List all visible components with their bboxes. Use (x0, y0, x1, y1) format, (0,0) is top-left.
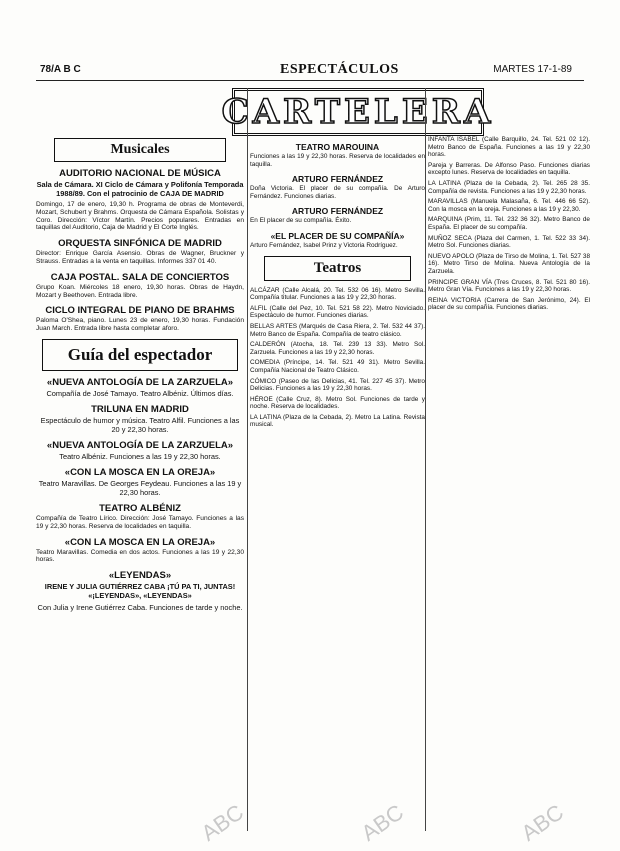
guide-title: «LEYENDAS» (108, 570, 172, 582)
column-divider (247, 88, 248, 831)
guide-title: «CON LA MOSCA EN LA OREJA» (64, 536, 216, 548)
watermark: ABC (516, 799, 569, 846)
guide-subtitle: IRENE Y JULIA GUTIÉRREZ CABA ¡TÚ PA TI, JUNTAS! «¡LEYENDAS», «LEYENDAS» (44, 582, 236, 601)
header-rule (36, 80, 584, 81)
theatre-listing: ALFIL (Calle del Pez, 10. Tel. 521 58 22). Metro Noviciado. Espectáculo de humor. Funciones diarias. (250, 304, 425, 320)
page-header (0, 62, 620, 82)
section-title: ESPECTÁCULOS (280, 62, 399, 77)
guide-title: «CON LA MOSCA EN LA OREJA» (64, 466, 216, 478)
theatre-listing: MUÑOZ SECA (Plaza del Carmen, 1. Tel. 522 33 34). Metro Sol. Funciones diarias. (428, 234, 590, 250)
guide-title: TRILUNA EN MADRID (91, 403, 189, 415)
cartelera-banner (221, 88, 495, 136)
theatre-listing: COMEDIA (Príncipe, 14. Tel. 521 49 31). Metro Sevilla. Compañía Nacional de Teatro Clásico. (250, 359, 425, 374)
guide-text: Compañía de José Tamayo. Teatro Albéniz. Últimos días. (46, 388, 234, 398)
guide-text: Teatro Maravillas. De Georges Feydeau. Funciones a las 19 y 22,30 horas. (38, 478, 242, 497)
column-divider (425, 88, 426, 831)
theatre-listing: MARQUINA (Prim, 11. Tel. 232 36 32). Metro Banco de España. El placer de su compañía. (428, 216, 590, 231)
guide-title: «NUEVA ANTOLOGÍA DE LA ZARZUELA» (46, 376, 234, 388)
guide-title: TEATRO ALBÉNIZ (99, 502, 181, 514)
watermark: ABC (356, 799, 409, 846)
theatre-listing: CALDERÓN (Atocha, 18. Tel. 239 13 33). Metro Sol. Zarzuela. Funciones a las 19 y 22,30 horas. (250, 341, 425, 356)
guia-heading: Guía del espectador (42, 339, 238, 371)
listing-text: Arturo Fernández, Isabel Prinz y Victoria Rodríguez. (250, 241, 398, 249)
theatre-listing: PRINCIPE GRAN VÍA (Tres Cruces, 8. Tel. 521 80 16). Metro Gran Vía. Funciones a las 19 y 22,30 horas. (428, 278, 590, 294)
listing-text: En El placer de su compañía. Éxito. (250, 217, 352, 225)
theatre-listing: HÉROE (Calle Cruz, 8). Metro Sol. Funciones de tarde y noche. Reserva de localidades. (250, 395, 425, 411)
listing-title: ORQUESTA SINFÓNICA DE MADRID (58, 238, 222, 250)
theatre-listing: MARAVILLAS (Manuela Malasaña, 6. Tel. 446 66 52). Con la mosca en la oreja. Funciones a las 19 y 22,30. (428, 198, 590, 213)
middle-column (250, 136, 425, 836)
listing-title: CICLO INTEGRAL DE PIANO DE BRAHMS (45, 305, 235, 317)
listing-title: AUDITORIO NACIONAL DE MÚSICA (59, 168, 221, 179)
guide-title: «NUEVA ANTOLOGÍA DE LA ZARZUELA» (46, 439, 234, 451)
listing-subtitle: Sala de Cámara. XI Ciclo de Cámara y Polifonía Temporada 1988/89. Con el patrocinio de CAJA DE MADRID (36, 180, 244, 198)
listing-text: Domingo, 17 de enero, 19,30 h. Programa de obras de Monteverdi, Mozart, Schubert y Brahms. Orquesta de Cámara Española. Solistas y Coro. Dirección: Víctor Martín. Precios populares. Entradas en taquillas del Auditorio, Caja de Madrid y El Corte Inglés. (36, 201, 244, 232)
right-column (428, 136, 590, 836)
issue-date: MARTES 17-1-89 (493, 64, 572, 75)
listing-title: TEATRO MAROUINA (295, 142, 380, 152)
listing-text: Grupo Koan. Miércoles 18 enero, 19,30 horas. Obras de Haydn, Mozart y Beethoven. Entrada libre. (36, 283, 244, 299)
theatre-listing: ALCÁZAR (Calle Alcalá, 20. Tel. 532 06 16). Metro Sevilla. Compañía titular. Funciones a las 19 y 22,30 horas. (250, 286, 425, 302)
listing-title: ARTURO FERNÁNDEZ (291, 206, 384, 217)
listing-title: «EL PLACER DE SU COMPAÑÍA» (270, 230, 405, 241)
listing-title: CAJA POSTAL. SALA DE CONCIERTOS (50, 271, 230, 283)
musicales-heading: Musicales (54, 138, 226, 162)
left-column (36, 138, 244, 833)
guide-text: Teatro Albéniz. Funciones a las 19 y 22,30 horas. (59, 451, 221, 461)
guide-text: Teatro Maravillas. Comedia en dos actos. Funciones a las 19 y 22,30 horas. (36, 548, 244, 564)
teatros-heading: Teatros (264, 256, 411, 281)
theatre-listing: NUEVO APOLO (Plaza de Tirso de Molina, 1. Tel. 527 38 16). Metro Tirso de Molina. Nueva Antología de la Zarzuela. (428, 252, 590, 275)
theatre-listing: LA LATINA (Plaza de la Cebada, 2). Tel. 265 28 35. Compañía de revista. Funciones a las 19 y 22,30 horas. (428, 179, 590, 195)
theatre-listing: REINA VICTORIA (Carrera de San Jerónimo, 24). El placer de su compañía. Funciones diarias. (428, 296, 590, 312)
theatre-listing: CÓMICO (Paseo de las Delicias, 41. Tel. 227 45 37). Metro Delicias. Funciones a las 19 y 22,30 horas. (250, 377, 425, 393)
guide-text: Espectáculo de humor y música. Teatro Alfil. Funciones a las 20 y 22,30 horas. (40, 415, 240, 434)
theatre-listing: LA LATINA (Plaza de la Cebada, 2). Metro La Latina. Revista musical. (250, 413, 425, 429)
banner-title: CARTELERA (221, 92, 495, 132)
listing-text: Paloma O'Shea, piano. Lunes 23 de enero, 19,30 horas. Fundación Juan March. Entrada libre hasta completar aforo. (36, 317, 244, 333)
listing-text: Funciones a las 19 y 22,30 horas. Reserva de localidades en taquilla. (250, 153, 425, 168)
theatre-listing: Pareja y Barreras. De Alfonso Paso. Funciones diarias excepto lunes. Reserva de localidades en taquilla. (428, 161, 590, 177)
guide-text: Con Julia y Irene Gutiérrez Caba. Funciones de tarde y noche. (37, 603, 243, 613)
guide-text: Compañía de Teatro Lírico. Dirección: José Tamayo. Funciones a las 19 y 22,30 horas. Reserva de localidades en taquilla. (36, 514, 244, 530)
listing-text: Director: Enrique García Asensio. Obras de Wagner, Bruckner y Strauss. Entradas a la venta en taquillas. Informes 337 01 40. (36, 250, 244, 265)
theatre-listing: BELLAS ARTES (Marqués de Casa Riera, 2. Tel. 532 44 37). Metro Banco de España. Compañía de teatro clásico. (250, 322, 425, 338)
theatre-listing: INFANTA ISABEL (Calle Barquillo, 24. Tel. 521 02 12). Metro Banco de España. Funciones a las 19 y 22,30 horas. (428, 136, 590, 159)
listing-title: ARTURO FERNÁNDEZ (291, 174, 384, 185)
page-number: 78/A B C (40, 64, 81, 75)
watermark: ABC (196, 799, 249, 846)
listing-text: Doña Victoria. El placer de su compañía. De Arturo Fernández. Funciones diarias. (250, 185, 425, 200)
